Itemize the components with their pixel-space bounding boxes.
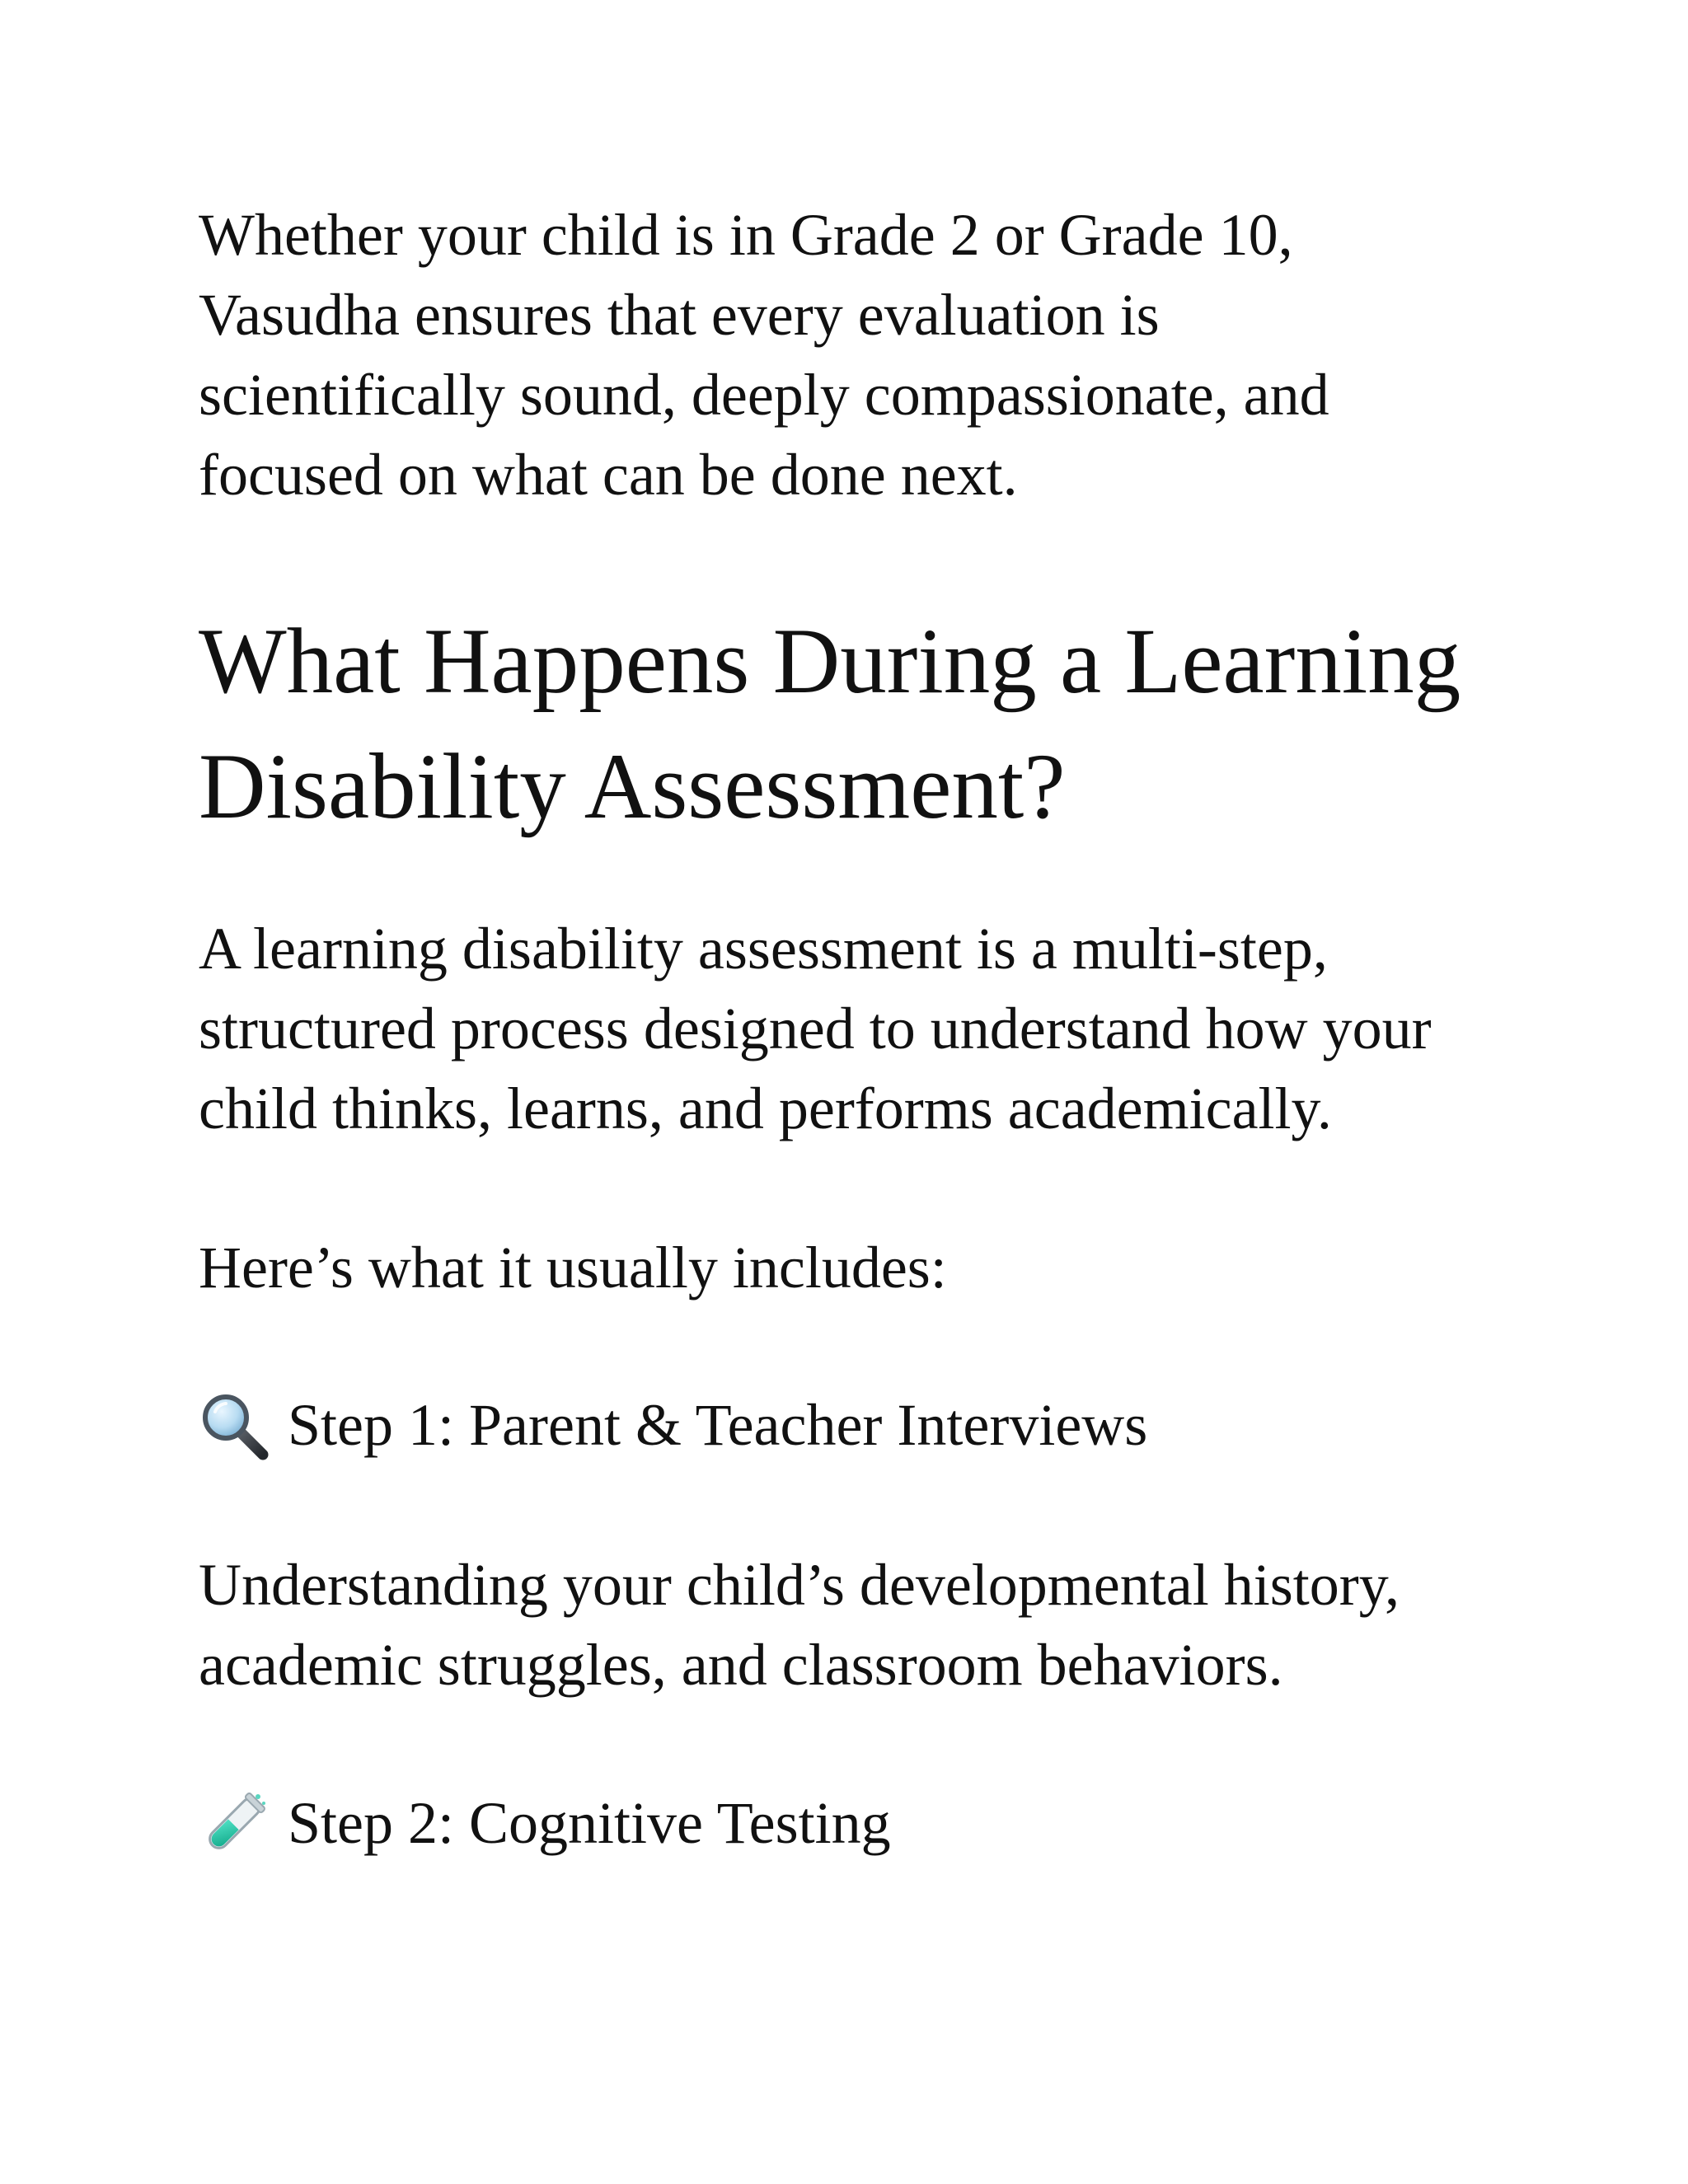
section-heading xyxy=(199,599,1461,850)
intro-line-2: Vasudha ensures that every evaluation is xyxy=(199,282,1160,348)
description-paragraph xyxy=(199,909,1432,1149)
step-2-title xyxy=(199,1783,891,1863)
description-line-2: structured process designed to understand how your xyxy=(199,996,1432,1062)
intro-line-1: Whether your child is in Grade 2 or Grade 10, xyxy=(199,202,1293,268)
test-tube-icon xyxy=(199,1788,270,1859)
description-line-1: A learning disability assessment is a multi-step, xyxy=(199,916,1328,982)
heading-line-2: Disability Assessment? xyxy=(199,735,1066,838)
magnifying-glass-icon xyxy=(199,1390,270,1461)
step-1-body-line-2: academic struggles, and classroom behaviors. xyxy=(199,1632,1283,1698)
intro-line-3: scientifically sound, deeply compassionate, and xyxy=(199,362,1329,428)
heading-line-1: What Happens During a Learning xyxy=(199,610,1461,713)
lead-in-text: Here’s what it usually includes: xyxy=(199,1235,947,1301)
step-1-title-text: Step 1: Parent & Teacher Interviews xyxy=(288,1392,1148,1458)
intro-line-4: focused on what can be done next. xyxy=(199,442,1018,508)
step-2-title-text: Step 2: Cognitive Testing xyxy=(288,1790,891,1856)
intro-paragraph xyxy=(199,195,1329,515)
step-1-body-line-1: Understanding your child’s developmental history, xyxy=(199,1552,1400,1618)
description-line-3: child thinks, learns, and performs academically. xyxy=(199,1076,1332,1141)
step-1-title xyxy=(199,1385,1147,1465)
step-1-body xyxy=(199,1545,1400,1705)
